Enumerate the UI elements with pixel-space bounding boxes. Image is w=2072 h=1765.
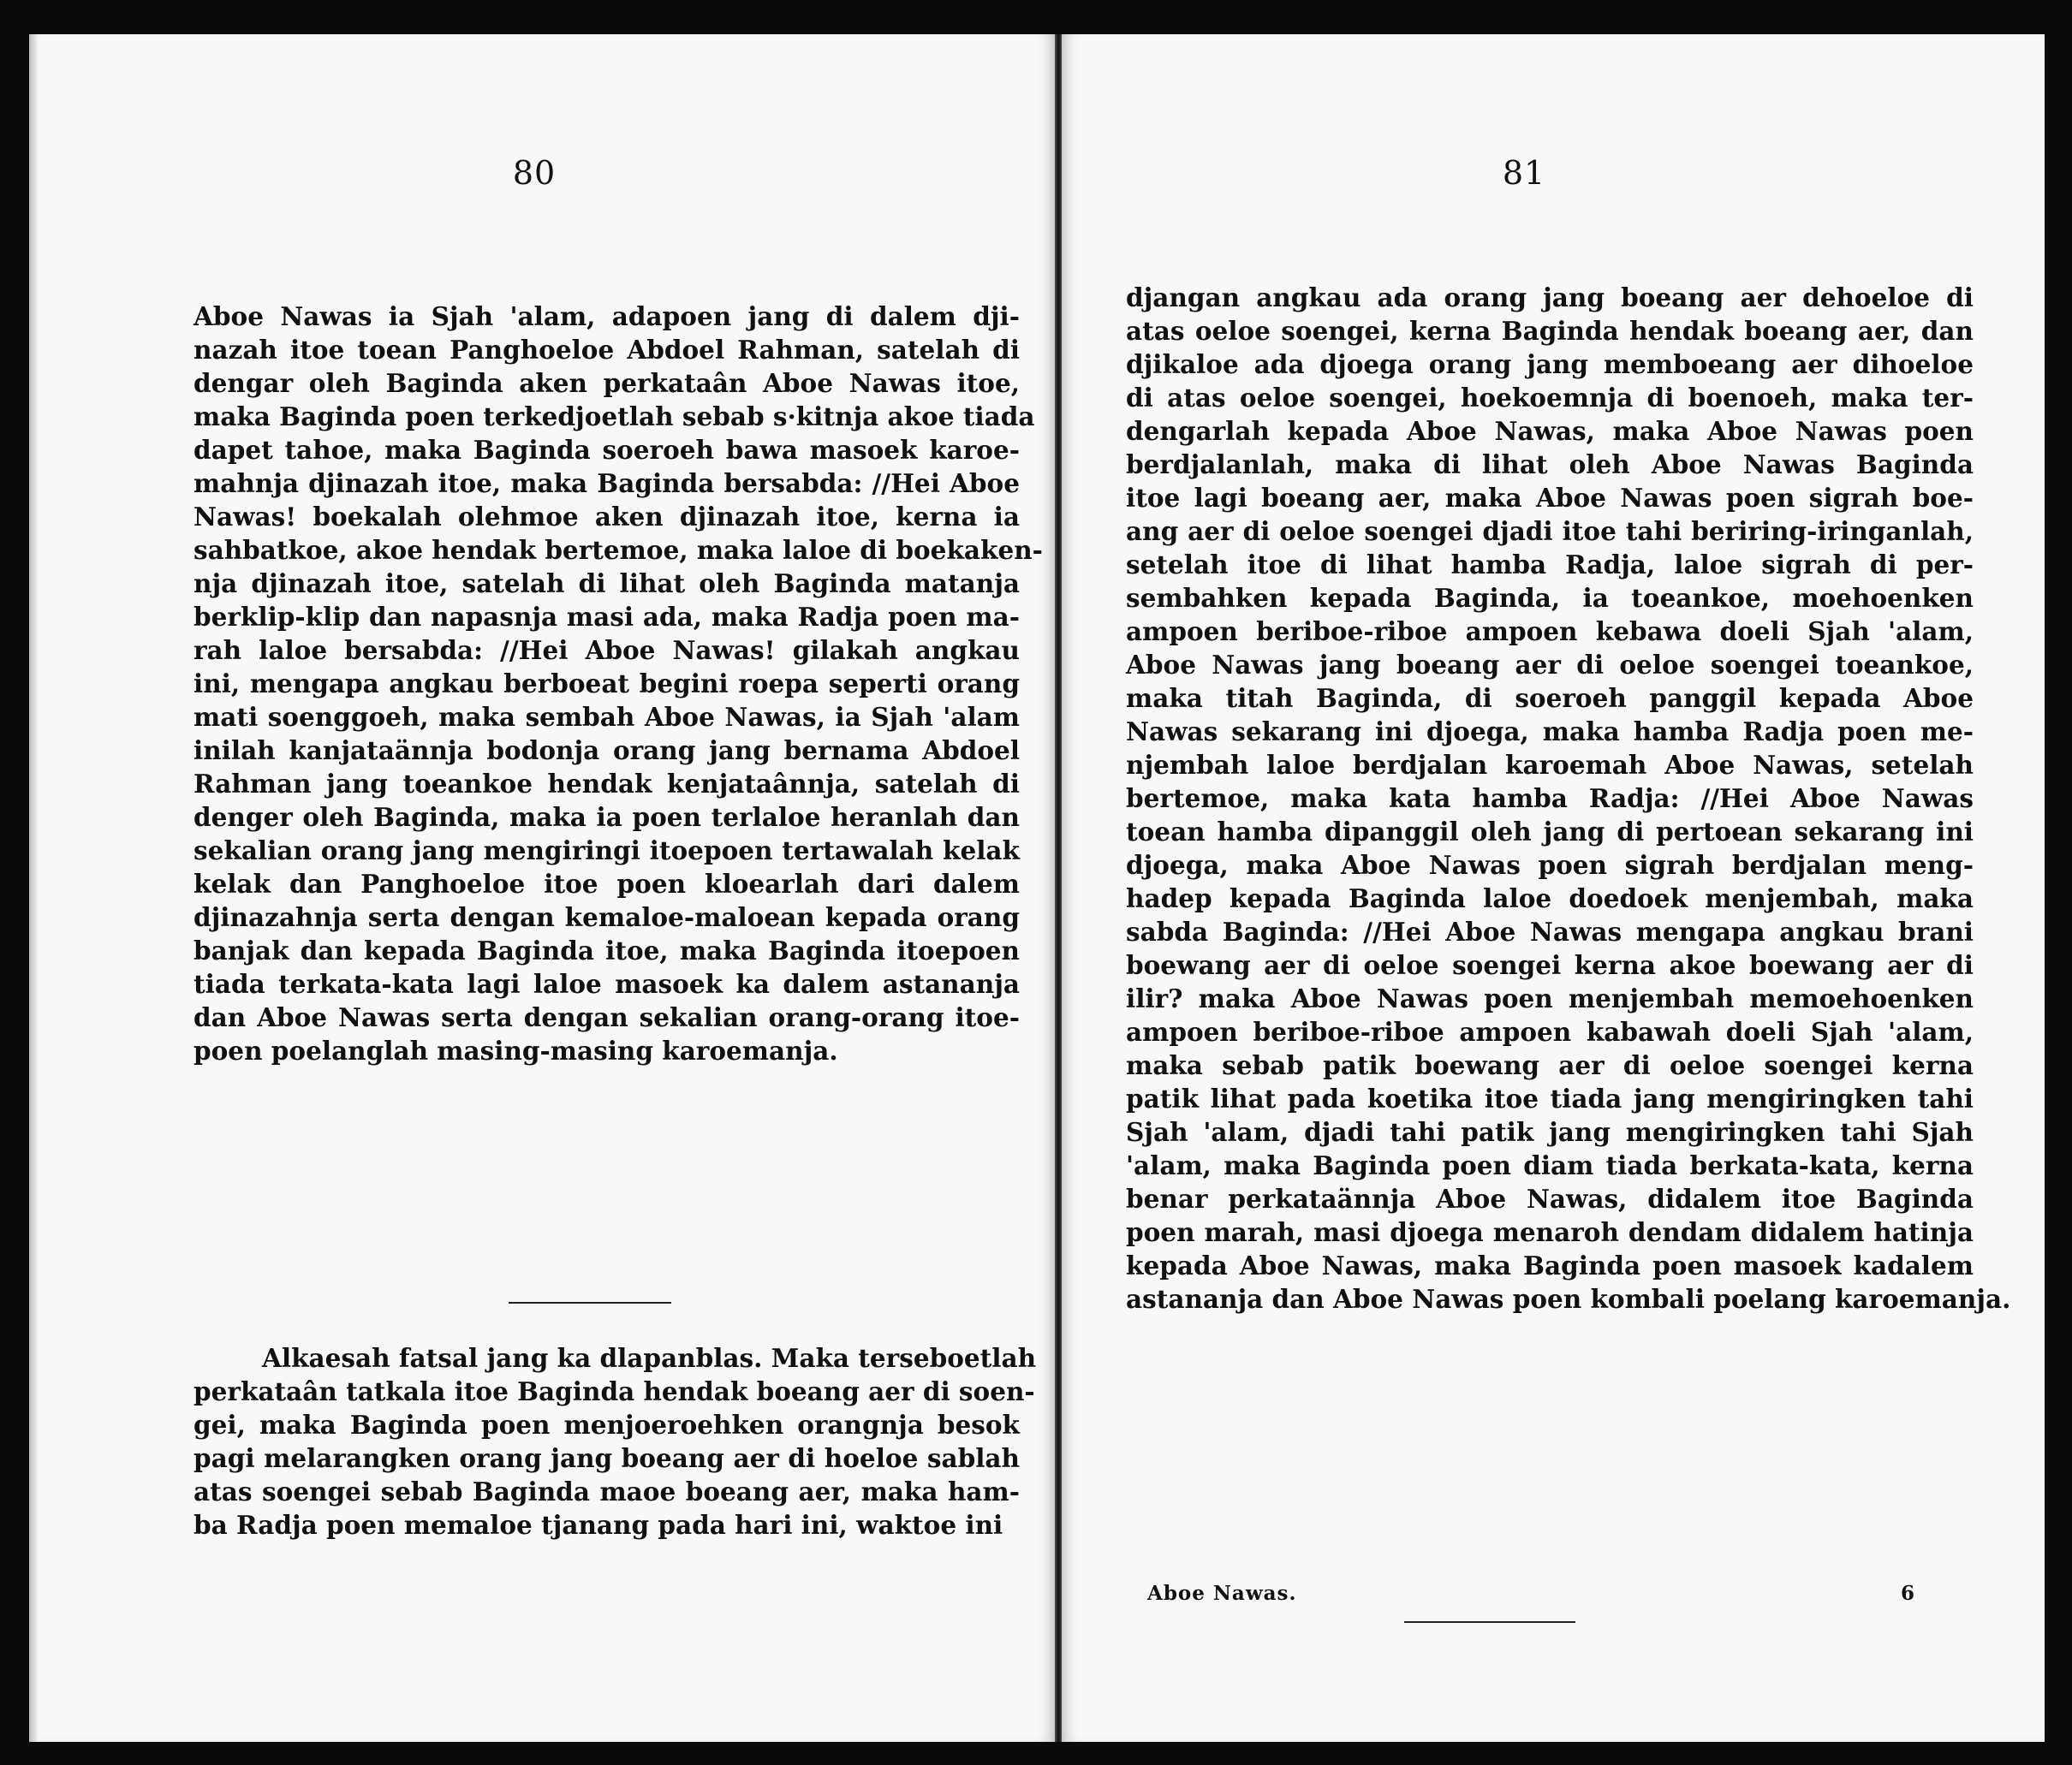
text-line: nazah itoe toean Panghoeloe Abdoel Rahman, satelah di: [194, 335, 1020, 365]
text-line: sabda Baginda: //Hei Aboe Nawas mengapa angkau brani: [1126, 917, 1974, 947]
text-line: astananja dan Aboe Nawas poen kombali poelang karoemanja.: [1126, 1284, 2011, 1314]
text-line: poen marah, masi djoega menaroh dendam didalem hatinja: [1126, 1217, 1974, 1247]
text-line: benar perkataännja Aboe Nawas, didalem itoe Baginda: [1126, 1184, 1974, 1214]
text-line: kepada Aboe Nawas, maka Baginda poen masoek kadalem: [1126, 1251, 1974, 1281]
text-line: sahbatkoe, akoe hendak bertemoe, maka laloe di boekaken-: [194, 535, 1043, 565]
text-line: inilah kanjataännja bodonja orang jang bernama Abdoel: [194, 735, 1020, 765]
text-line: atas oeloe soengei, kerna Baginda hendak boeang aer, dan: [1126, 316, 1974, 346]
text-line: itoe lagi boeang aer, maka Aboe Nawas poen sigrah boe-: [1126, 483, 1974, 513]
footer-book-title: Aboe Nawas.: [1147, 1582, 1297, 1605]
text-line: sekalian orang jang mengiringi itoepoen tertawalah kelak: [194, 835, 1020, 865]
text-line: perkataân tatkala itoe Baginda hendak boeang aer di soen-: [194, 1376, 1035, 1406]
text-line: maka Baginda poen terkedjoetlah sebab s·kitnja akoe tiada: [194, 401, 1035, 431]
footer-signature-mark: 6: [1901, 1582, 1915, 1605]
text-line: djangan angkau ada orang jang boeang aer dehoeloe di: [1126, 282, 1974, 312]
text-line: banjak dan kepada Baginda itoe, maka Baginda itoepoen: [194, 936, 1020, 966]
text-line: tiada terkata-kata lagi laloe masoek ka dalem astananja: [194, 969, 1020, 999]
text-line: dapet tahoe, maka Baginda soeroeh bawa masoek karoe-: [194, 435, 1020, 465]
text-line: pagi melarangken orang jang boeang aer di hoeloe sablah: [194, 1443, 1020, 1473]
page-number-right: 81: [1502, 154, 1546, 192]
left-page: [29, 34, 1055, 1742]
text-line: atas soengei sebab Baginda maoe boeang aer, maka ham-: [194, 1477, 1020, 1506]
text-line: denger oleh Baginda, maka ia poen terlaloe heranlah dan: [194, 802, 1020, 832]
text-line: ini, mengapa angkau berboeat begini roepa seperti orang: [194, 669, 1020, 698]
text-line: Aboe Nawas ia Sjah 'alam, adapoen jang di dalem dji-: [194, 301, 1020, 331]
text-line: mahnja djinazah itoe, maka Baginda bersabda: //Hei Aboe: [194, 468, 1020, 498]
text-line: berklip-klip dan napasnja masi ada, maka Radja poen ma-: [194, 602, 1020, 632]
text-line: djikaloe ada djoega orang jang memboeang aer dihoeloe: [1126, 349, 1974, 379]
text-line: Alkaesah fatsal jang ka dlapanblas. Maka terseboetlah: [262, 1343, 1037, 1373]
text-line: sembahken kepada Baginda, ia toeankoe, moehoenken: [1126, 583, 1974, 613]
text-line: Nawas! boekalah olehmoe aken djinazah itoe, kerna ia: [194, 502, 1020, 532]
left-main-text: [194, 300, 1043, 1067]
text-line: djinazahnja serta dengan kemaloe-maloean kepada orang: [194, 902, 1020, 932]
left-section-text: [194, 1341, 1037, 1542]
text-line: Rahman jang toeankoe hendak kenjataânnja, satelah di: [194, 769, 1020, 799]
text-line: Nawas sekarang ini djoega, maka hamba Radja poen me-: [1126, 716, 1974, 746]
text-line: ang aer di oeloe soengei djadi itoe tahi beriring-iringanlah,: [1126, 516, 1974, 546]
text-line: Aboe Nawas jang boeang aer di oeloe soengei toeankoe,: [1126, 650, 1974, 680]
text-line: maka sebab patik boewang aer di oeloe soengei kerna: [1126, 1050, 1974, 1080]
text-line: dengar oleh Baginda aken perkataân Aboe Nawas itoe,: [194, 368, 1020, 398]
text-line: ilir? maka Aboe Nawas poen menjembah memoehoenken: [1126, 984, 1974, 1013]
text-line: patik lihat pada koetika itoe tiada jang mengiringken tahi: [1126, 1084, 1974, 1114]
text-line: mati soenggoeh, maka sembah Aboe Nawas, ia Sjah 'alam: [194, 702, 1020, 732]
section-divider-rule: [509, 1302, 671, 1304]
text-line: kelak dan Panghoeloe itoe poen kloearlah dari dalem: [194, 869, 1020, 899]
text-line: ampoen beriboe-riboe ampoen kabawah doeli Sjah 'alam,: [1126, 1017, 1974, 1047]
text-line: njembah laloe berdjalan karoemah Aboe Nawas, setelah: [1126, 750, 1974, 780]
book-gutter: [1055, 34, 1062, 1742]
text-line: di atas oeloe soengei, hoekoemnja di boenoeh, maka ter-: [1126, 383, 1974, 413]
text-line: dengarlah kepada Aboe Nawas, maka Aboe Nawas poen: [1126, 416, 1974, 446]
text-line: djoega, maka Aboe Nawas poen sigrah berdjalan meng-: [1126, 850, 1974, 880]
right-page: [1062, 34, 2045, 1742]
page-number-left: 80: [512, 154, 557, 192]
text-line: nja djinazah itoe, satelah di lihat oleh Baginda matanja: [194, 568, 1020, 598]
text-line: maka titah Baginda, di soeroeh panggil kepada Aboe: [1126, 683, 1974, 713]
text-line: setelah itoe di lihat hamba Radja, laloe sigrah di per-: [1126, 550, 1974, 579]
text-line: toean hamba dipanggil oleh jang di pertoean sekarang ini: [1126, 817, 1974, 847]
book-spread: [29, 34, 2045, 1742]
text-line: dan Aboe Nawas serta dengan sekalian orang-orang itoe-: [194, 1002, 1020, 1032]
text-line: poen poelanglah masing-masing karoemanja.: [194, 1036, 838, 1066]
text-line: bertemoe, maka kata hamba Radja: //Hei Aboe Nawas: [1126, 783, 1974, 813]
right-main-text: [1126, 281, 2011, 1316]
text-line: hadep kepada Baginda laloe doedoek menjembah, maka: [1126, 883, 1974, 913]
text-line: boewang aer di oeloe soengei kerna akoe boewang aer di: [1126, 950, 1974, 980]
text-line: 'alam, maka Baginda poen diam tiada berkata-kata, kerna: [1126, 1150, 1974, 1180]
end-rule: [1404, 1621, 1575, 1623]
text-line: berdjalanlah, maka di lihat oleh Aboe Nawas Baginda: [1126, 449, 1974, 479]
text-line: ba Radja poen memaloe tjanang pada hari ini, waktoe ini: [194, 1510, 1003, 1540]
text-line: rah laloe bersabda: //Hei Aboe Nawas! gilakah angkau: [194, 635, 1020, 665]
text-line: ampoen beriboe-riboe ampoen kebawa doeli Sjah 'alam,: [1126, 616, 1974, 646]
text-line: gei, maka Baginda poen menjoeroehken orangnja besok: [194, 1410, 1020, 1440]
text-line: Sjah 'alam, djadi tahi patik jang mengiringken tahi Sjah: [1126, 1117, 1974, 1147]
